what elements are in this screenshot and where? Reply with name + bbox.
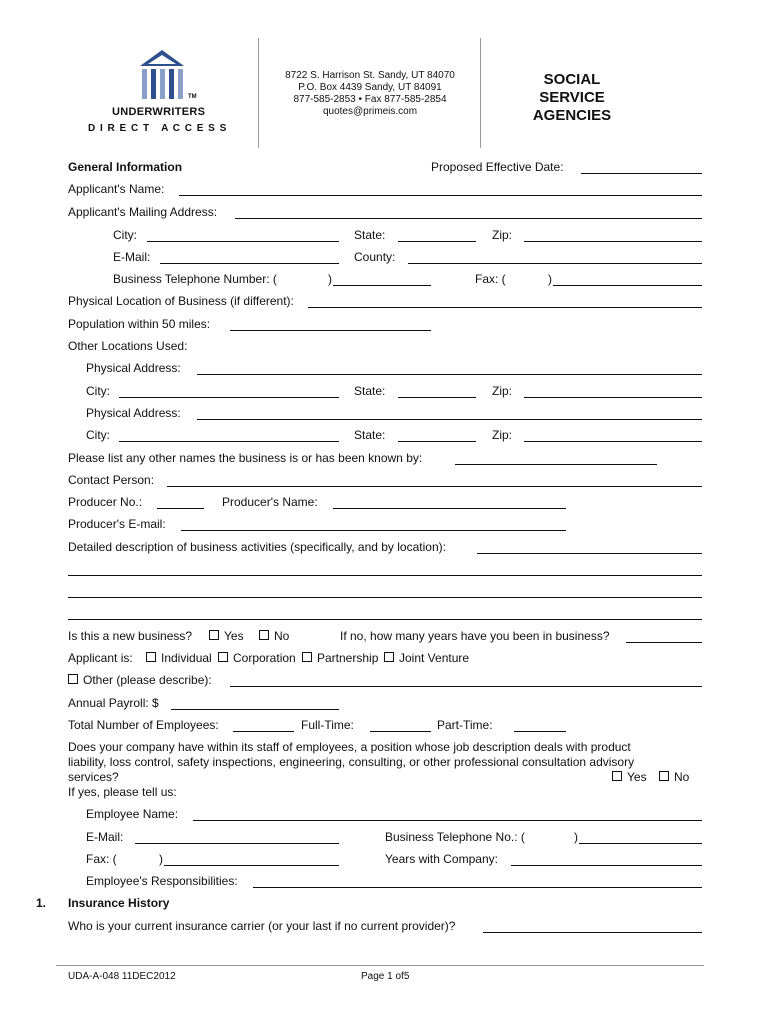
population-label: Population within 50 miles: xyxy=(68,317,211,331)
section-number: 1. xyxy=(36,896,47,910)
employee-phone-paren: ) xyxy=(574,830,578,844)
years-with-company-label: Years with Company: xyxy=(385,852,498,866)
state-label: State: xyxy=(354,228,386,242)
employee-fax-paren: ) xyxy=(159,852,163,866)
years-in-business-label: If no, how many years have you been in business? xyxy=(340,629,610,643)
address-line: P.O. Box 4439 Sandy, UT 84091 xyxy=(298,82,442,93)
page-number: Page 1 of5 xyxy=(361,971,410,982)
if-yes-label: If yes, please tell us: xyxy=(68,785,177,799)
physical-address-label-2: Physical Address: xyxy=(86,406,181,420)
description-label: Detailed description of business activities (specifically, and by location): xyxy=(68,540,446,554)
years-in-business-field[interactable] xyxy=(626,642,702,643)
employee-email-field[interactable] xyxy=(135,843,339,844)
city-field[interactable] xyxy=(147,241,339,242)
employee-fax-label: Fax: ( xyxy=(86,852,117,866)
new-business-yes[interactable] xyxy=(209,629,244,643)
zip-field-2[interactable] xyxy=(524,397,702,398)
joint-venture-label: Joint Venture xyxy=(399,651,470,665)
other-names-label: Please list any other names the business is or has been known by: xyxy=(68,451,423,465)
email-label: E-Mail: xyxy=(113,250,151,264)
question-line: Does your company have within its staff of employees, a position whose job description deals with product xyxy=(68,740,631,754)
header-divider-left xyxy=(258,38,259,148)
no-label: No xyxy=(274,629,290,643)
checkbox-icon[interactable] xyxy=(68,674,78,684)
type-joint-venture[interactable] xyxy=(384,651,469,665)
form-title xyxy=(522,71,622,125)
yes-label: Yes xyxy=(627,770,647,784)
state-label-3: State: xyxy=(354,428,386,442)
fax-paren: ) xyxy=(548,272,552,286)
employee-name-label: Employee Name: xyxy=(86,807,179,821)
individual-label: Individual xyxy=(161,651,212,665)
type-corporation[interactable] xyxy=(218,651,296,665)
employee-phone-label: Business Telephone No.: ( xyxy=(385,830,525,844)
county-label: County: xyxy=(354,250,396,264)
annual-payroll-field[interactable] xyxy=(171,709,339,710)
zip-label: Zip: xyxy=(492,228,513,242)
applicant-is-label: Applicant is: xyxy=(68,651,133,665)
county-field[interactable] xyxy=(408,263,702,264)
other-locations-label: Other Locations Used: xyxy=(68,339,188,353)
corporation-label: Corporation xyxy=(233,651,296,665)
physical-address-label-1: Physical Address: xyxy=(86,361,181,375)
checkbox-icon[interactable] xyxy=(612,771,622,781)
description-field-1[interactable] xyxy=(477,553,702,554)
producer-name-field[interactable] xyxy=(333,508,566,509)
zip-label-3: Zip: xyxy=(492,428,513,442)
checkbox-icon[interactable] xyxy=(302,652,312,662)
header-divider-right xyxy=(480,38,481,148)
effective-date-field[interactable] xyxy=(581,173,702,174)
producer-name-label: Producer's Name: xyxy=(222,495,318,509)
current-carrier-field[interactable] xyxy=(483,932,702,933)
form-id: UDA-A-048 11DEC2012 xyxy=(68,971,176,982)
building-logo-icon xyxy=(132,46,192,106)
checkbox-icon[interactable] xyxy=(209,630,219,640)
mailing-address-field[interactable] xyxy=(235,218,702,219)
type-partnership[interactable] xyxy=(302,651,378,665)
city-label-3: City: xyxy=(86,428,110,442)
yes-label: Yes xyxy=(224,629,244,643)
checkbox-icon[interactable] xyxy=(218,652,228,662)
type-other[interactable] xyxy=(68,673,212,687)
biz-phone-field[interactable] xyxy=(333,285,431,286)
logo-word-underwriters: UNDERWRITERS xyxy=(112,106,206,118)
effective-date-label: Proposed Effective Date: xyxy=(431,160,564,174)
staff-question-no[interactable] xyxy=(659,770,689,784)
zip-field-3[interactable] xyxy=(524,441,702,442)
staff-question-yes[interactable] xyxy=(612,770,647,784)
city-field-3[interactable] xyxy=(119,441,339,442)
general-info-heading: General Information xyxy=(68,160,183,174)
mailing-address-label: Applicant's Mailing Address: xyxy=(68,205,218,219)
description-field-3[interactable] xyxy=(68,597,702,598)
trademark-mark: TM xyxy=(188,94,197,100)
insurance-history-heading: Insurance History xyxy=(68,896,170,910)
producer-email-field[interactable] xyxy=(181,530,566,531)
fax-field[interactable] xyxy=(553,285,702,286)
email-field[interactable] xyxy=(160,263,339,264)
description-field-2[interactable] xyxy=(68,575,702,576)
total-employees-label: Total Number of Employees: xyxy=(68,718,219,732)
phone-fax-line: 877-585-2853 • Fax 877-585-2854 xyxy=(293,94,447,105)
zip-field[interactable] xyxy=(524,241,702,242)
biz-phone-paren: ) xyxy=(328,272,332,286)
email-line: quotes@primeis.com xyxy=(322,106,418,117)
current-carrier-label: Who is your current insurance carrier (or your last if no current provider)? xyxy=(68,919,456,933)
other-describe-field[interactable] xyxy=(230,686,702,687)
new-business-label: Is this a new business? xyxy=(68,629,193,643)
employee-fax-field[interactable] xyxy=(164,865,339,866)
state-field[interactable] xyxy=(398,241,476,242)
contact-person-field[interactable] xyxy=(167,486,702,487)
footer-rule xyxy=(56,965,704,966)
staff-question xyxy=(68,740,634,785)
responsibilities-label: Employee's Responsibilities: xyxy=(86,874,238,888)
other-describe-label: Other (please describe): xyxy=(83,673,212,687)
title-line: AGENCIES xyxy=(532,107,612,124)
employee-name-field[interactable] xyxy=(193,820,702,821)
new-business-no[interactable] xyxy=(259,629,289,643)
checkbox-icon[interactable] xyxy=(259,630,269,640)
producer-no-label: Producer No.: xyxy=(68,495,143,509)
logo-word-direct-access: D I R E C T A C C E S S xyxy=(88,123,228,134)
no-label: No xyxy=(674,770,690,784)
physical-address-field-2[interactable] xyxy=(197,419,702,420)
contact-person-label: Contact Person: xyxy=(68,473,155,487)
checkbox-icon[interactable] xyxy=(659,771,669,781)
physical-location-field[interactable] xyxy=(308,307,702,308)
partnership-label: Partnership xyxy=(317,651,379,665)
address-line: 8722 S. Harrison St. Sandy, UT 84070 xyxy=(285,70,455,81)
checkbox-icon[interactable] xyxy=(146,652,156,662)
producer-email-label: Producer's E-mail: xyxy=(68,517,166,531)
company-address-block xyxy=(270,70,470,118)
other-names-field[interactable] xyxy=(455,464,657,465)
state-field-2[interactable] xyxy=(398,397,476,398)
applicant-name-field[interactable] xyxy=(179,195,702,196)
title-line: SOCIAL xyxy=(543,71,601,88)
fax-label: Fax: ( xyxy=(475,272,506,286)
responsibilities-field[interactable] xyxy=(253,887,702,888)
total-employees-field[interactable] xyxy=(233,731,294,732)
question-line: services? xyxy=(68,770,119,784)
type-individual[interactable] xyxy=(146,651,212,665)
producer-no-field[interactable] xyxy=(157,508,204,509)
physical-address-field-1[interactable] xyxy=(197,374,702,375)
state-label-2: State: xyxy=(354,384,386,398)
applicant-name-label: Applicant's Name: xyxy=(68,182,165,196)
zip-label-2: Zip: xyxy=(492,384,513,398)
biz-phone-label: Business Telephone Number: ( xyxy=(113,272,277,286)
question-line: liability, loss control, safety inspections, engineering, consulting, or other professional consultation advisory xyxy=(68,755,635,769)
part-time-field[interactable] xyxy=(514,731,566,732)
full-time-field[interactable] xyxy=(370,731,431,732)
population-field[interactable] xyxy=(230,330,431,331)
employee-phone-field[interactable] xyxy=(579,843,702,844)
physical-location-label: Physical Location of Business (if different): xyxy=(68,294,294,308)
description-field-4[interactable] xyxy=(68,619,702,620)
employee-email-label: E-Mail: xyxy=(86,830,124,844)
city-label: City: xyxy=(113,228,137,242)
part-time-label: Part-Time: xyxy=(437,718,493,732)
annual-payroll-label: Annual Payroll: $ xyxy=(68,696,159,710)
years-with-company-field[interactable] xyxy=(511,865,702,866)
city-label-2: City: xyxy=(86,384,110,398)
city-field-2[interactable] xyxy=(119,397,339,398)
title-line: SERVICE xyxy=(539,89,605,106)
state-field-3[interactable] xyxy=(398,441,476,442)
full-time-label: Full-Time: xyxy=(301,718,354,732)
checkbox-icon[interactable] xyxy=(384,652,394,662)
